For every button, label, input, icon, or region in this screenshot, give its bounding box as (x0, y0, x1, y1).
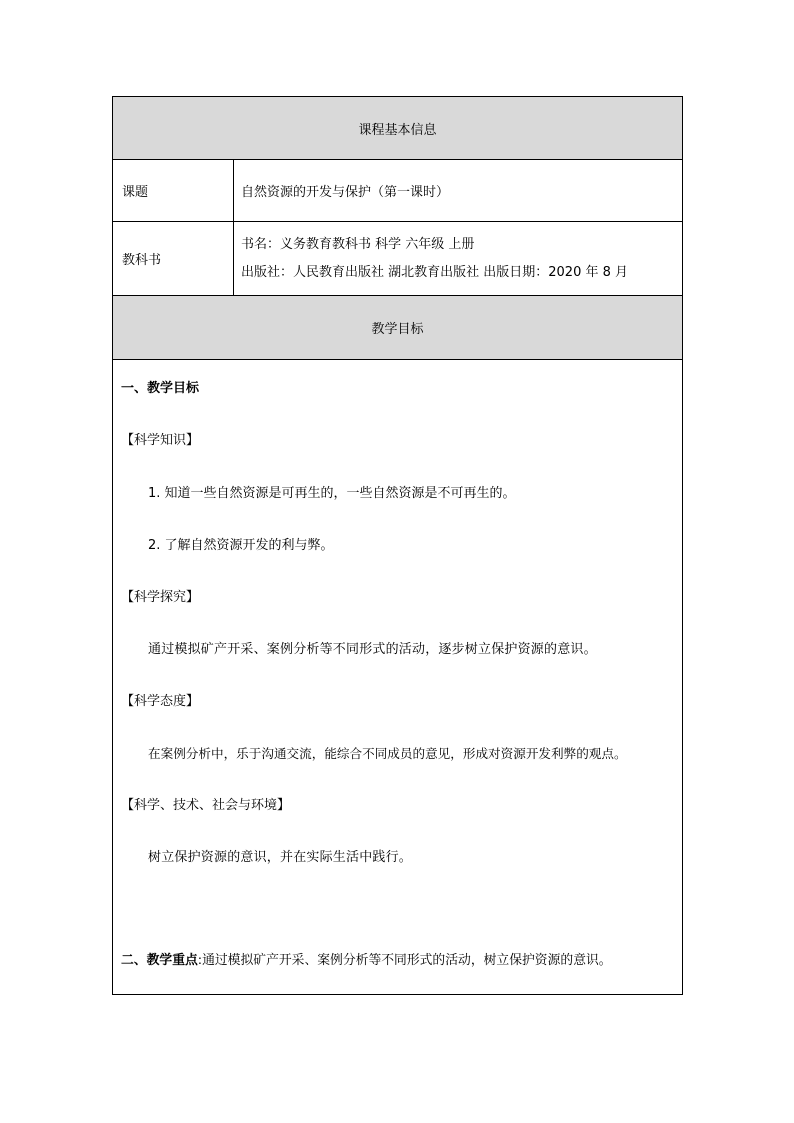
objectives-header: 教学目标 (113, 296, 683, 360)
topic-label: 课题 (113, 160, 234, 222)
knowledge-item-2: 2. 了解自然资源开发的利与弊。 (148, 538, 334, 553)
textbook-value (234, 222, 683, 296)
section2-text: :通过模拟矿产开采、案例分析等不同形式的活动，树立保护资源的意识。 (197, 953, 612, 968)
knowledge-item-1: 1. 知道一些自然资源是可再生的，一些自然资源是不可再生的。 (148, 486, 516, 501)
sts-title: 【科学、技术、社会与环境】 (121, 798, 291, 813)
section1-title: 一、教学目标 (121, 381, 200, 396)
section2-title: 二、教学重点 (121, 953, 198, 968)
attitude-text: 在案例分析中，乐于沟通交流，能综合不同成员的意见，形成对资源开发利弊的观点。 (148, 746, 627, 761)
topic-value: 自然资源的开发与保护（第一课时） (234, 160, 683, 222)
course-info-header: 课程基本信息 (113, 97, 683, 160)
textbook-label: 教科书 (113, 222, 234, 296)
objectives-content (113, 360, 683, 995)
inquiry-title: 【科学探究】 (121, 590, 200, 605)
sts-text: 树立保护资源的意识，并在实际生活中践行。 (148, 850, 413, 865)
course-info-table (112, 96, 683, 995)
textbook-publisher-line: 出版社：人民教育出版社 湖北教育出版社 出版日期：2020 年 8 月 (241, 264, 629, 280)
textbook-title-line: 书名：义务教育教科书 科学 六年级 上册 (241, 236, 475, 252)
attitude-title: 【科学态度】 (121, 694, 200, 709)
inquiry-text: 通过模拟矿产开采、案例分析等不同形式的活动，逐步树立保护资源的意识。 (148, 642, 597, 657)
section2-line (121, 953, 612, 969)
knowledge-title: 【科学知识】 (121, 433, 200, 448)
